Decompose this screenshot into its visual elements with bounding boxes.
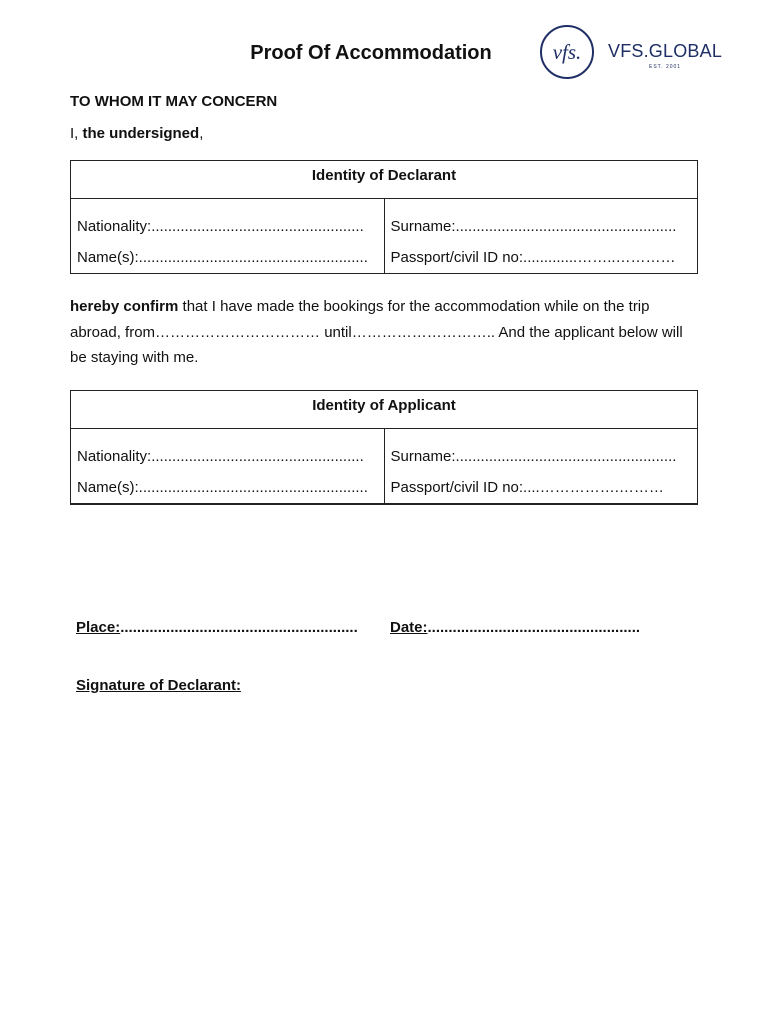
date-label: Date: bbox=[390, 619, 428, 636]
declarant-name-field[interactable]: Name(s):....................................................... bbox=[77, 249, 368, 266]
applicant-surname-field[interactable]: Surname:..................................................... bbox=[390, 448, 677, 465]
confirmation-text: that I have made the bookings for the accommodation while on the trip abroad, from…………………………… until……………………….. And the applicant below will be staying with me. bbox=[70, 298, 683, 366]
place-field[interactable] bbox=[76, 619, 358, 636]
date-field[interactable] bbox=[390, 619, 640, 636]
intro-bold: the undersigned bbox=[82, 125, 200, 142]
logo-established: EST. 2001 bbox=[649, 64, 682, 70]
logo-mark-icon: vfs. bbox=[540, 25, 594, 79]
declarant-nationality-field[interactable]: Nationality:................................................... bbox=[77, 218, 364, 235]
declarant-table-heading: Identity of Declarant bbox=[71, 161, 698, 199]
applicant-left-cell bbox=[71, 429, 385, 505]
intro-prefix: I, bbox=[70, 125, 83, 142]
declarant-left-cell bbox=[71, 199, 385, 274]
applicant-passport-field[interactable]: Passport/civil ID no:....…………….……… bbox=[390, 479, 664, 496]
applicant-right-cell bbox=[384, 429, 698, 505]
intro-line bbox=[70, 125, 203, 142]
signature-field[interactable] bbox=[76, 677, 241, 694]
confirmation-bold: hereby confirm bbox=[70, 298, 179, 315]
signature-label: Signature of Declarant: bbox=[76, 677, 242, 694]
applicant-nationality-field[interactable]: Nationality:................................................... bbox=[77, 448, 364, 465]
place-label: Place: bbox=[76, 619, 121, 636]
vfs-global-logo bbox=[536, 20, 724, 82]
applicant-identity-table bbox=[70, 390, 698, 505]
place-dots: ......................................................... bbox=[120, 619, 358, 636]
declarant-surname-field[interactable]: Surname:..................................................... bbox=[390, 218, 677, 235]
applicant-name-field[interactable]: Name(s):....................................................... bbox=[77, 479, 368, 496]
date-dots: ................................................... bbox=[427, 619, 641, 636]
intro-suffix: , bbox=[199, 125, 204, 142]
declarant-right-cell bbox=[384, 199, 698, 274]
declarant-identity-table bbox=[70, 160, 698, 274]
applicant-table-heading: Identity of Applicant bbox=[71, 391, 698, 429]
salutation: TO WHOM IT MAY CONCERN bbox=[70, 93, 278, 110]
declarant-passport-field[interactable]: Passport/civil ID no:.............……..………… bbox=[390, 249, 676, 266]
confirmation-paragraph bbox=[70, 294, 700, 371]
logo-name: VFS.GLOBAL bbox=[608, 41, 723, 61]
document-title: Proof Of Accommodation bbox=[250, 42, 492, 64]
